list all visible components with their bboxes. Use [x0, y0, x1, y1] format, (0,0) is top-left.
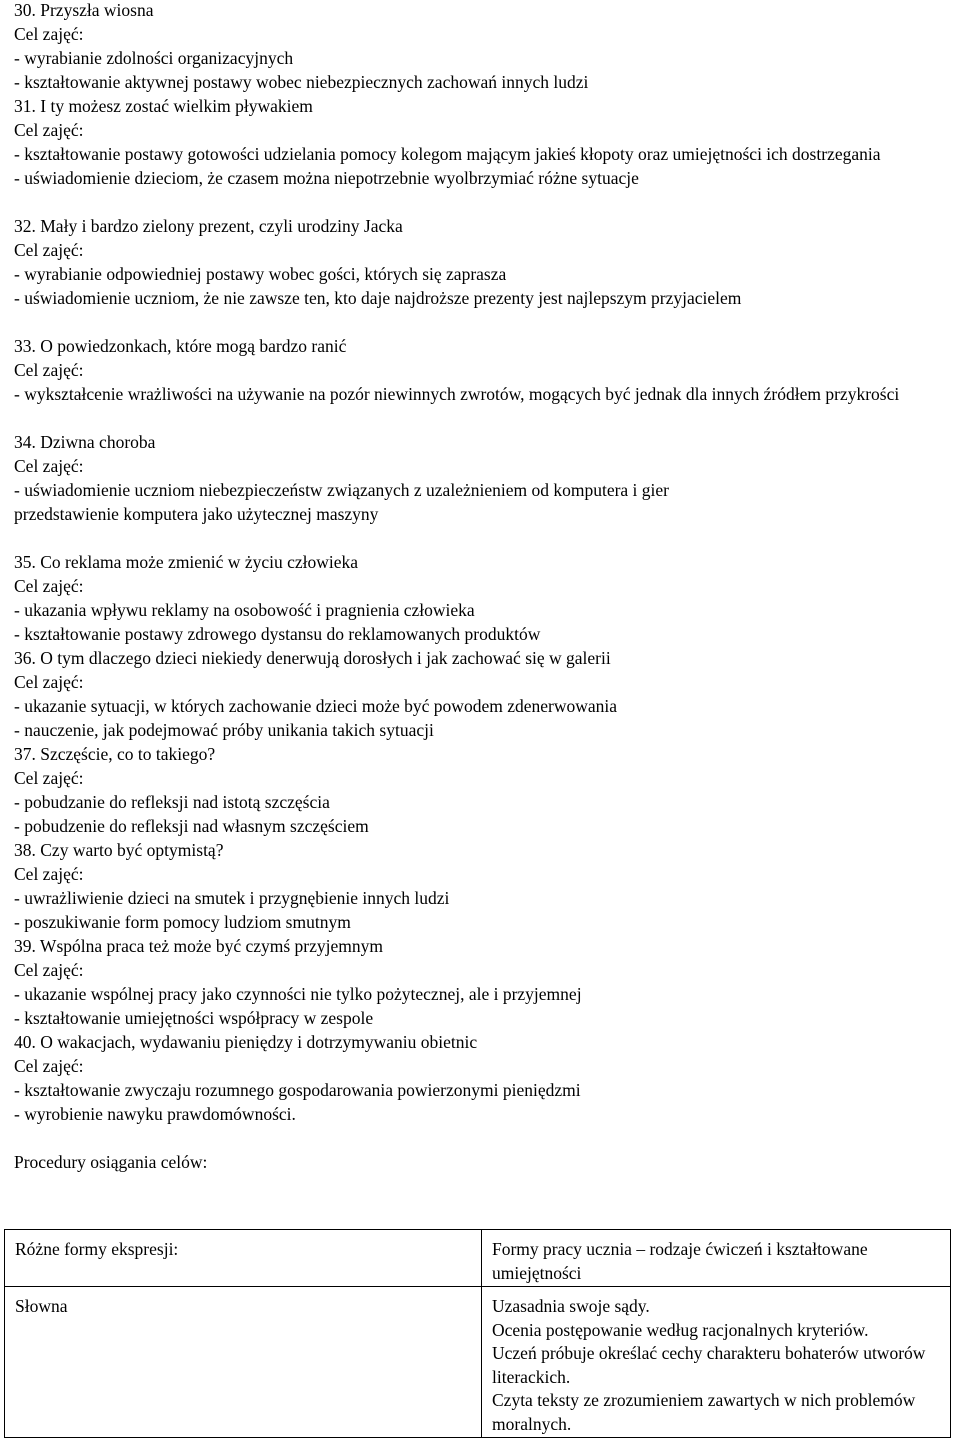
section-title: 38. Czy warto być optymistą?	[14, 840, 224, 860]
goal-item: - kształtowanie zwyczaju rozumnego gospodarowania powierzonymi pieniędzmi	[14, 1080, 581, 1100]
goal-item: - ukazanie wspólnej pracy jako czynności nie tylko pożytecznej, ale i przyjemnej	[14, 984, 582, 1004]
section-title: 40. O wakacjach, wydawaniu pieniędzy i dotrzymywaniu obietnic	[14, 1032, 478, 1052]
goal-label: Cel zajęć:	[14, 768, 84, 788]
goal-item: - uwrażliwienie dzieci na smutek i przygnębienie innych ludzi	[14, 888, 450, 908]
table-header-cell: Różne formy ekspresji:	[5, 1230, 482, 1287]
goal-item: - nauczenie, jak podejmować próby unikania takich sytuacji	[14, 720, 434, 740]
goal-item: - wyrabianie odpowiedniej postawy wobec gości, których się zaprasza	[14, 264, 507, 284]
section-title: 33. O powiedzonkach, które mogą bardzo ranić	[14, 336, 347, 356]
goal-item: - pobudzanie do refleksji nad istotą szczęścia	[14, 792, 330, 812]
activity-item: Uczeń próbuje określać cechy charakteru bohaterów utworów literackich.	[492, 1343, 926, 1387]
goal-label: Cel zajęć:	[14, 960, 84, 980]
document-body	[14, 0, 949, 1174]
section-title: 37. Szczęście, co to takiego?	[14, 744, 216, 764]
section-title: 32. Mały i bardzo zielony prezent, czyli urodziny Jacka	[14, 216, 403, 236]
activity-item: Czyta teksty ze zrozumieniem zawartych w nich problemów moralnych.	[492, 1390, 916, 1434]
goal-label: Cel zajęć:	[14, 672, 84, 692]
procedures-table	[4, 1229, 951, 1438]
goal-item: - wyrobienie nawyku prawdomówności.	[14, 1104, 296, 1124]
section-title: 34. Dziwna choroba	[14, 432, 156, 452]
table-header-row	[5, 1230, 951, 1287]
table-row	[5, 1287, 951, 1438]
activity-item: Uzasadnia swoje sądy.	[492, 1296, 650, 1316]
goal-item: - poszukiwanie form pomocy ludziom smutnym	[14, 912, 351, 932]
goal-item: przedstawienie komputera jako użytecznej maszyny	[14, 504, 379, 524]
procedures-heading: Procedury osiągania celów:	[14, 1152, 208, 1172]
table-cell-activities	[482, 1287, 951, 1438]
goal-item: - uświadomienie uczniom niebezpieczeństw związanych z uzależnieniem od komputera i gier	[14, 480, 670, 500]
section-title: 31. I ty możesz zostać wielkim pływakiem	[14, 96, 313, 116]
activity-item: Ocenia postępowanie według racjonalnych kryteriów.	[492, 1319, 869, 1340]
goal-item: - kształtowanie postawy zdrowego dystansu do reklamowanych produktów	[14, 624, 541, 644]
section-title: 39. Wspólna praca też może być czymś przyjemnym	[14, 936, 383, 956]
goal-label: Cel zajęć:	[14, 1056, 84, 1076]
goal-label: Cel zajęć:	[14, 360, 84, 380]
goal-item: - wykształcenie wrażliwości na używanie na pozór niewinnych zwrotów, mogących być jednak dla innych źródłem przykrości	[14, 384, 900, 404]
goal-item: - uświadomienie uczniom, że nie zawsze ten, kto daje najdroższe prezenty jest najlepszym przyjacielem	[14, 288, 742, 308]
goal-label: Cel zajęć:	[14, 120, 84, 140]
goal-label: Cel zajęć:	[14, 240, 84, 260]
table-cell-form: Słowna	[5, 1287, 482, 1438]
goal-label: Cel zajęć:	[14, 24, 84, 44]
goal-label: Cel zajęć:	[14, 576, 84, 596]
goal-item: - wyrabianie zdolności organizacyjnych	[14, 48, 294, 68]
section-title: 36. O tym dlaczego dzieci niekiedy denerwują dorosłych i jak zachować się w galerii	[14, 648, 611, 668]
goal-label: Cel zajęć:	[14, 456, 84, 476]
goal-item: - ukazanie sytuacji, w których zachowanie dzieci może być powodem zdenerwowania	[14, 696, 618, 716]
goal-label: Cel zajęć:	[14, 864, 84, 884]
section-title: 35. Co reklama może zmienić w życiu człowieka	[14, 552, 359, 572]
goal-item: - kształtowanie umiejętności współpracy w zespole	[14, 1008, 374, 1028]
table-header-cell: Formy pracy ucznia – rodzaje ćwiczeń i kształtowane umiejętności	[482, 1230, 951, 1287]
goal-item: - ukazania wpływu reklamy na osobowość i pragnienia człowieka	[14, 600, 475, 620]
section-title: 30. Przyszła wiosna	[14, 0, 154, 20]
goal-item: - uświadomienie dzieciom, że czasem można niepotrzebnie wyolbrzymiać różne sytuacje	[14, 168, 639, 188]
goal-item: - kształtowanie aktywnej postawy wobec niebezpiecznych zachowań innych ludzi	[14, 72, 589, 92]
goal-item: - kształtowanie postawy gotowości udzielania pomocy kolegom mającym jakieś kłopoty oraz umiejętności ich dostrzegania	[14, 144, 881, 164]
goal-item: - pobudzenie do refleksji nad własnym szczęściem	[14, 816, 369, 836]
